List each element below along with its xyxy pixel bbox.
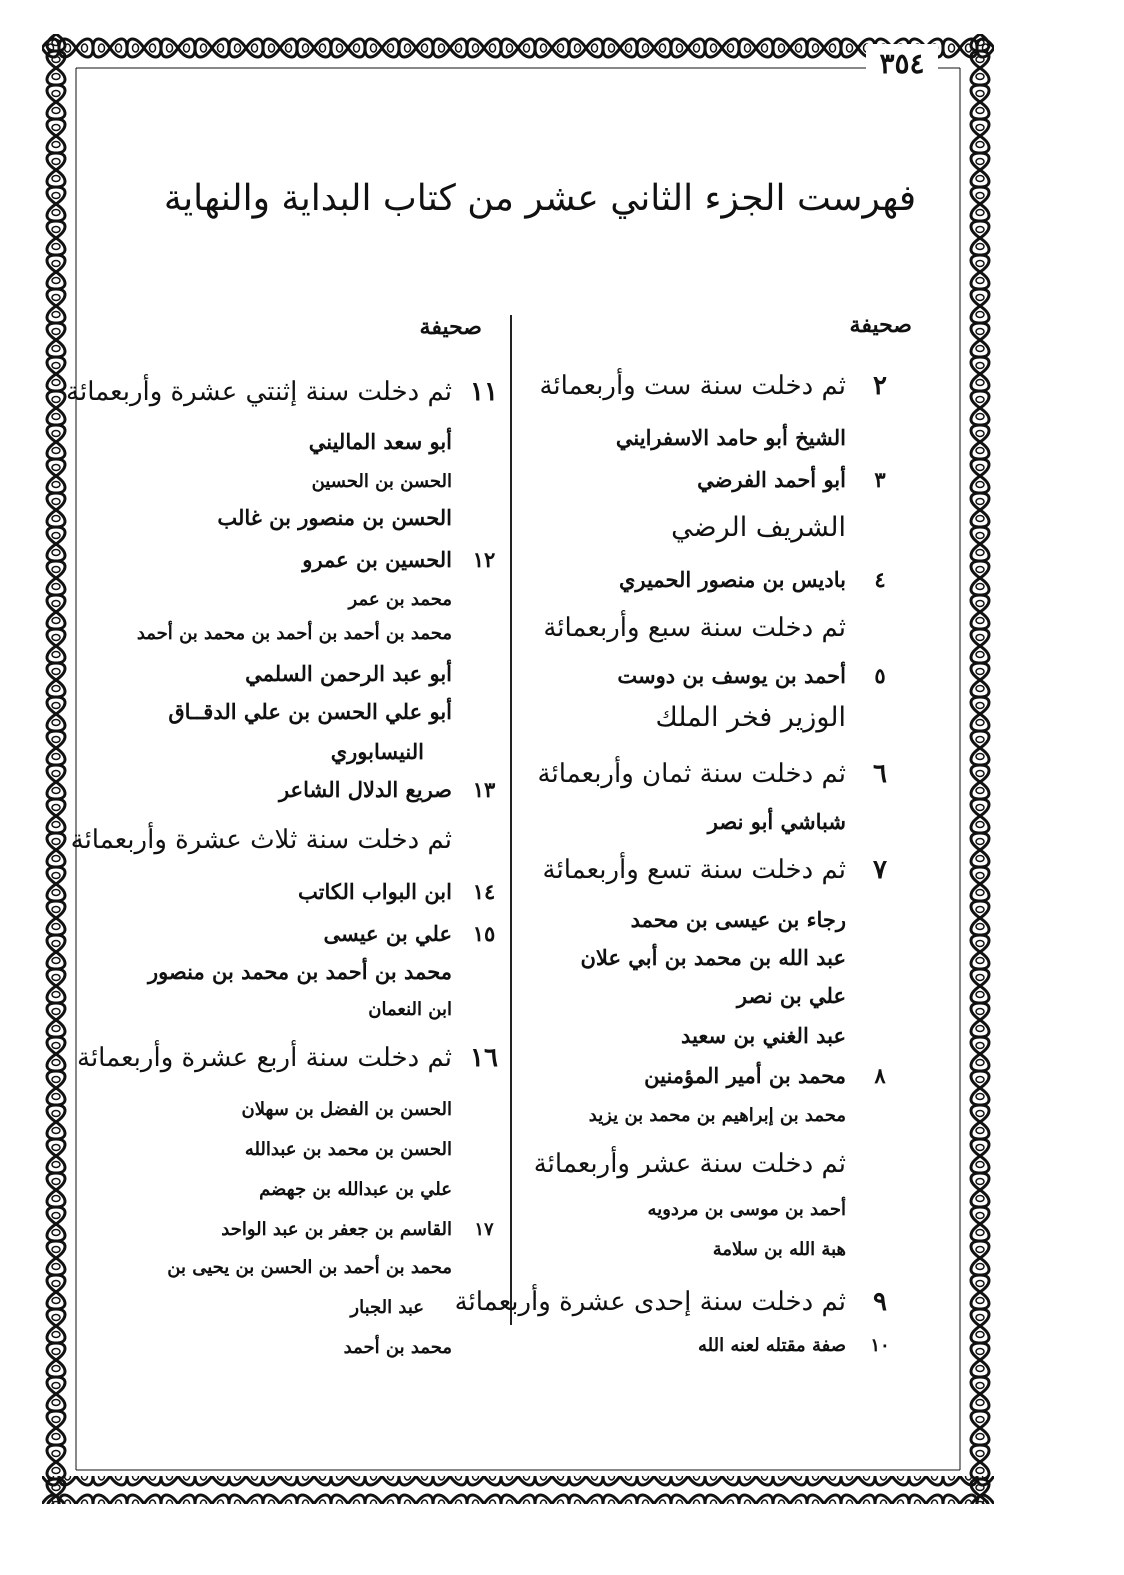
index-entry bbox=[697, 462, 886, 498]
page-ref: ٩ bbox=[873, 1287, 887, 1317]
entry-text: عبد الغني بن سعيد bbox=[681, 1023, 846, 1048]
entry-text: ثم دخلت سنة إثنتي عشرة وأربعمائة bbox=[66, 377, 452, 407]
entry-text: ثم دخلت سنة عشر وأربعمائة bbox=[533, 1149, 846, 1179]
entry-text: ابن النعمان bbox=[368, 999, 452, 1020]
entry-text: أبو عبد الرحمن السلمي bbox=[245, 661, 452, 686]
index-entry bbox=[542, 852, 887, 888]
page-number: ٣٥٤ bbox=[866, 44, 938, 84]
index-entry bbox=[77, 1040, 498, 1076]
index-entry bbox=[534, 1146, 846, 1182]
index-entry bbox=[245, 656, 452, 692]
index-entry bbox=[259, 1172, 452, 1208]
entry-text: محمد بن أحمد bbox=[343, 1337, 452, 1358]
page-ref: ٣ bbox=[874, 467, 886, 492]
entry-text: أبو أحمد الفرضي bbox=[697, 467, 846, 492]
page-ref: ٢ bbox=[873, 371, 887, 401]
entry-text: محمد بن عمر bbox=[348, 589, 452, 610]
index-entry bbox=[671, 510, 846, 546]
entry-text: أحمد بن موسى بن مردويه bbox=[647, 1199, 846, 1220]
entry-text: ثم دخلت سنة أربع عشرة وأربعمائة bbox=[77, 1043, 452, 1073]
entry-text: عبد الجبار bbox=[350, 1297, 424, 1318]
index-entry bbox=[71, 822, 452, 858]
page-ref: ٦ bbox=[873, 759, 887, 789]
page-ref: ١٠ bbox=[870, 1335, 890, 1356]
index-entry bbox=[331, 734, 424, 770]
index-entry bbox=[454, 1284, 887, 1320]
page-ref: ٨ bbox=[874, 1063, 886, 1088]
entry-text: الحسن بن محمد بن عبدالله bbox=[244, 1139, 452, 1160]
index-entry bbox=[644, 1058, 886, 1094]
index-entry bbox=[648, 1192, 846, 1228]
page-ref: ١٦ bbox=[470, 1043, 498, 1073]
entry-text: الحسن بن الحسين bbox=[311, 471, 452, 492]
index-entry bbox=[168, 694, 452, 730]
index-entry bbox=[167, 1250, 452, 1286]
entry-text: الحسن بن الفضل بن سهلان bbox=[241, 1099, 452, 1120]
entry-text: هبة الله بن سلامة bbox=[712, 1239, 846, 1260]
entry-text: محمد بن إبراهيم بن محمد بن يزيد bbox=[588, 1105, 846, 1126]
entry-text: أبو علي الحسن بن علي الدقــاق bbox=[168, 699, 452, 724]
entry-text: الشيخ أبو حامد الاسفرايني bbox=[615, 425, 846, 450]
index-entry bbox=[581, 940, 847, 976]
entry-text: الوزير فخر الملك bbox=[655, 702, 846, 733]
entry-text: باديس بن منصور الحميري bbox=[618, 567, 846, 592]
entry-text: أبو سعد الماليني bbox=[308, 429, 452, 454]
entry-text: رجاء بن عيسى بن محمد bbox=[630, 907, 846, 932]
entry-text: ثم دخلت سنة إحدى عشرة وأربعمائة bbox=[454, 1287, 846, 1317]
index-entry bbox=[309, 424, 452, 460]
index-entry bbox=[655, 700, 846, 736]
entry-text: صفة مقتله لعنه الله bbox=[698, 1335, 846, 1356]
right-column-header: صحيفة bbox=[849, 312, 912, 338]
index-entry bbox=[616, 420, 846, 456]
entry-text: النيسابوري bbox=[330, 739, 424, 764]
entry-text: محمد بن أحمد بن محمد بن منصور bbox=[147, 959, 452, 984]
index-entry bbox=[66, 374, 498, 410]
index-entry bbox=[737, 978, 846, 1014]
index-entry bbox=[713, 1232, 846, 1268]
index-entry bbox=[543, 610, 846, 646]
index-entry bbox=[618, 562, 886, 598]
entry-text: ثم دخلت سنة سبع وأربعمائة bbox=[543, 613, 846, 643]
page-ref: ٧ bbox=[873, 855, 887, 885]
page-ref: ١١ bbox=[470, 377, 498, 407]
index-entry bbox=[539, 368, 887, 404]
index-entry bbox=[681, 1018, 846, 1054]
index-entry bbox=[297, 874, 496, 910]
page-ref: ١٢ bbox=[472, 547, 496, 572]
entry-text: شباشي أبو نصر bbox=[707, 809, 846, 834]
index-entry bbox=[302, 542, 496, 578]
index-entry bbox=[217, 500, 452, 536]
page-ref: ١٤ bbox=[472, 879, 496, 904]
entry-text: ابن البواب الكاتب bbox=[297, 879, 452, 904]
index-entry bbox=[537, 756, 887, 792]
entry-text: القاسم بن جعفر بن عبد الواحد bbox=[221, 1219, 452, 1240]
index-entry bbox=[350, 1290, 424, 1326]
left-column-header: صحيفة bbox=[419, 314, 482, 340]
entry-text: محمد بن أحمد بن أحمد بن محمد بن أحمد bbox=[136, 623, 452, 644]
page-ref: ١٧ bbox=[474, 1219, 494, 1240]
index-entry bbox=[617, 658, 886, 694]
entry-text: الحسن بن منصور بن غالب bbox=[217, 505, 452, 530]
index-entry bbox=[589, 1098, 846, 1134]
entry-text: ثم دخلت سنة ثلاث عشرة وأربعمائة bbox=[70, 825, 452, 855]
index-entry bbox=[698, 1328, 890, 1364]
index-entry bbox=[368, 992, 452, 1028]
index-entry bbox=[221, 1212, 494, 1248]
entry-text: علي بن عبدالله بن جهضم bbox=[259, 1179, 452, 1200]
index-entry bbox=[349, 582, 452, 618]
index-entry bbox=[148, 954, 452, 990]
entry-text: الشريف الرضي bbox=[671, 512, 846, 543]
entry-text: ثم دخلت سنة ثمان وأربعمائة bbox=[537, 759, 846, 789]
page-title: فهرست الجزء الثاني عشر من كتاب البداية والنهاية bbox=[163, 178, 917, 219]
entry-text: محمد بن أمير المؤمنين bbox=[644, 1063, 846, 1088]
entry-text: محمد بن أحمد بن الحسن بن يحيى بن bbox=[167, 1257, 452, 1278]
column-divider bbox=[510, 315, 512, 1325]
index-entry bbox=[137, 616, 452, 652]
index-entry bbox=[344, 1330, 452, 1366]
entry-text: ثم دخلت سنة تسع وأربعمائة bbox=[542, 855, 846, 885]
index-entry bbox=[245, 1132, 452, 1168]
index-entry bbox=[241, 1092, 452, 1128]
index-entry bbox=[278, 772, 496, 808]
page-ref: ١٥ bbox=[472, 921, 496, 946]
entry-text: صريع الدلال الشاعر bbox=[278, 777, 452, 802]
entry-text: عبد الله بن محمد بن أبي علان bbox=[580, 945, 846, 970]
entry-text: علي بن نصر bbox=[736, 983, 846, 1008]
entry-text: أحمد بن يوسف بن دوست bbox=[617, 663, 846, 688]
page-ref: ٥ bbox=[874, 663, 886, 688]
entry-text: علي بن عيسى bbox=[323, 921, 452, 946]
page-ref: ١٣ bbox=[472, 777, 496, 802]
entry-text: الحسين بن عمرو bbox=[302, 547, 452, 572]
page-ref: ٤ bbox=[874, 567, 886, 592]
index-entry bbox=[631, 902, 846, 938]
index-entry bbox=[312, 464, 452, 500]
index-entry bbox=[708, 804, 846, 840]
entry-text: ثم دخلت سنة ست وأربعمائة bbox=[539, 371, 846, 401]
index-entry bbox=[323, 916, 496, 952]
